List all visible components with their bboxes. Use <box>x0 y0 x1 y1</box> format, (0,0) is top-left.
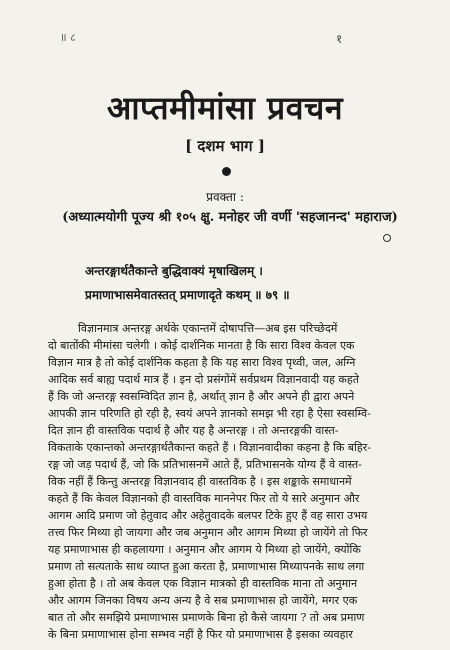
body-line: आपकी ज्ञान परिणति हो रही है, स्वयं अपने ज्ञानको समझ भी रहा है ऐसा स्वसम्वि- <box>48 407 371 420</box>
body-line: दो बातोंकी मीमांसा चलेगी । कोई दार्शनिक मानता है कि सारा विश्व केवल एक <box>48 339 355 352</box>
body-line: हुआ होता है । तो अब केवल एक विज्ञान मात्रको ही वास्तविक माना तो अनुमान <box>48 577 358 590</box>
small-circle-icon <box>383 234 391 242</box>
body-line: यह प्रमाणाभास ही कहलायगा । अनुमान और आगम ये मिथ्या हो जायेंगे, क्योंकि <box>48 543 361 556</box>
verse-line-2: प्रमाणाभासमेवातस्तत् प्रमाणादृते कथम् ॥ ७९ ॥ <box>85 288 290 302</box>
body-line: कहते हैं कि केवल विज्ञानको ही वास्तविक माननेपर फिर तो ये सारे अनुमान और <box>48 492 360 505</box>
bullet-dot-icon <box>222 167 231 176</box>
body-line: आदिक सर्व बाह्य पदार्थ मात्र हैं । इन दो प्रसंगोंमें सर्वप्रथम विज्ञानवादी यह कहते <box>48 373 359 386</box>
page-number: १ <box>336 32 343 46</box>
body-line: विकताके एकान्तको अन्तरङ्गार्थतैकान्त कहते हैं । विज्ञानवादीका कहना है कि बहिर- <box>48 441 371 454</box>
body-line: दित ज्ञान ही वास्तविक पदार्थ है और यह है अन्तरङ्ग । तो अन्तरङ्गकी वास्त- <box>48 424 339 437</box>
body-line: विक नहीं हैं किन्तु अन्तरङ्ग विज्ञानवाद ही वास्तविक है । इस शङ्काके समाधानमें <box>48 475 352 488</box>
body-line: प्रमाण तो सत्यताके साथ व्याप्त हुआ करता है, प्रमाणाभास मिथ्यापनके साथ लगा <box>48 560 365 573</box>
top-mark: ॥ ८ <box>60 31 76 44</box>
page-title: आप्तमीमांसा प्रवचन <box>106 89 344 127</box>
body-line: आगम आदि प्रमाण जो हेतुवाद और अहेतुवादके बलपर टिके हुए हैं वह सारा उभय <box>48 509 368 522</box>
body-line: विज्ञान मात्र है तो कोई दार्शनिक कहता है कि यह सारा विश्व पृथ्वी, जल, अग्नि <box>48 356 356 369</box>
body-line: तत्त्व फिर मिथ्या हो जायगा और जब अनुमान और आगम मिथ्या हो जायेंगे तो फिर <box>48 526 368 539</box>
part-label: [ दशम भाग ] <box>185 137 265 155</box>
pravakta-label: प्रवक्ता : <box>206 190 244 204</box>
body-line: विज्ञानमात्र अन्तरङ्ग अर्थके एकान्तमें दोषापत्ति—अब इस परिच्छेदमें <box>78 322 338 335</box>
body-line: बात तो और समझिये प्रमाणाभास प्रमाणके बिना हो कैसे जायगा ? तो अब प्रमाण <box>48 611 365 624</box>
body-line: और आगम जिनका विषय अन्य अन्य है वे सब प्रमाणाभास हो जायेंगे, मगर एक <box>48 594 358 607</box>
verse-line-1: अन्तरङ्गार्थतैकान्ते बुद्धिवाक्यं मृषाखिलम् । <box>85 264 263 278</box>
body-line: रङ्ग जो जड़ पदार्थ हैं, जो कि प्रतिभासनमें आते हैं, प्रतिभासनके योग्य हैं वे वास्त- <box>48 458 362 471</box>
author-line: (अध्यात्मयोगी पूज्य श्री १०५ क्षु. मनोहर जी वर्णी 'सहजानन्द' महाराज) <box>62 210 398 225</box>
body-line: हैं कि जो अन्तरङ्ग स्वसम्विदित ज्ञान है, अर्थात् ज्ञान है और अपने ही द्वारा अपने <box>48 390 355 403</box>
body-line: के बिना प्रमाणाभास होना सम्भव नहीं है फिर यो प्रमाणाभास है इसका व्यवहार <box>48 628 353 641</box>
